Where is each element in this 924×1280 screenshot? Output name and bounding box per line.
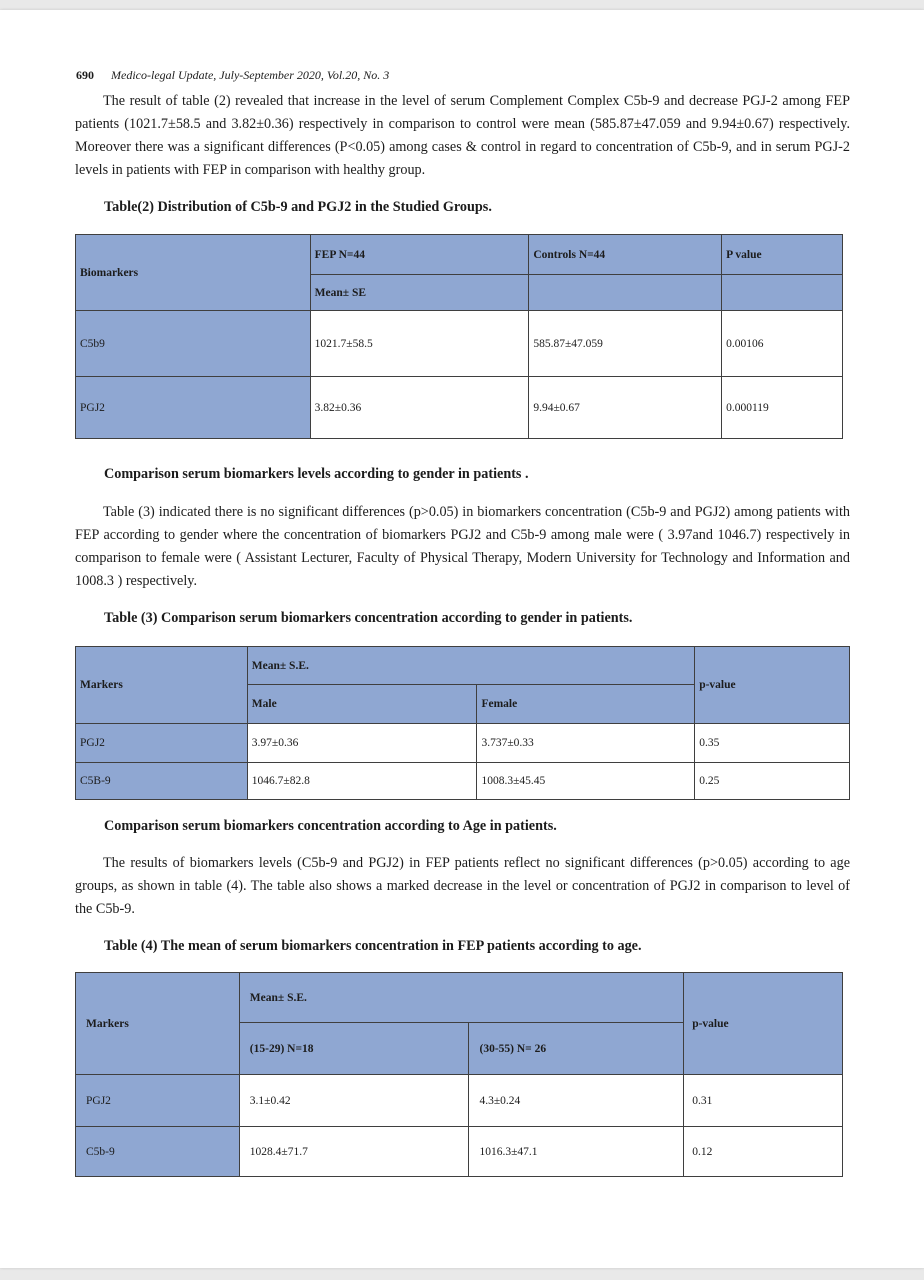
table2-caption: Table(2) Distribution of C5b-9 and PGJ2 in the Studied Groups. — [104, 199, 492, 215]
page-number: 690 — [76, 68, 94, 82]
table4-header-mean: Mean± S.E. — [239, 973, 683, 1023]
document-page — [0, 10, 924, 1268]
table-2 — [75, 234, 843, 439]
table2-cell-marker: C5b9 — [76, 311, 311, 377]
table-row — [76, 1127, 843, 1177]
table2-cell-pvalue: 0.00106 — [722, 311, 843, 377]
table-row — [76, 377, 843, 439]
table4-cell-age2: 1016.3±47.1 — [469, 1127, 684, 1177]
table4-cell-pvalue: 0.12 — [684, 1127, 843, 1177]
table2-cell-fep: 3.82±0.36 — [310, 377, 529, 439]
table-row — [76, 311, 843, 377]
paragraph-table3-results: Table (3) indicated there is no significant differences (p>0.05) in biomarkers concentration (C5b-9 and PGJ2) among patients with FEP according to gender where the concentration of biomarkers PGJ2 and C5b-9 among male were ( 3.97and 1046.7) respectively in comparison to female were ( Assistant Lecturer, Faculty of Physical Therapy, Modern University for Technology and Information and 1008.3 ) respectively. — [75, 504, 850, 589]
heading-gender-comparison: Comparison serum biomarkers levels according to gender in patients . — [104, 466, 529, 482]
table-row — [76, 1075, 843, 1127]
table3-header-female: Female — [477, 685, 695, 724]
table2-header-biomarkers: Biomarkers — [76, 235, 311, 311]
table4-cell-pvalue: 0.31 — [684, 1075, 843, 1127]
table2-cell-fep: 1021.7±58.5 — [310, 311, 529, 377]
table3-header-pvalue: p-value — [695, 647, 850, 724]
table3-cell-female: 1008.3±45.45 — [477, 763, 695, 800]
table4-header-age1: (15-29) N=18 — [239, 1023, 469, 1075]
running-header — [76, 68, 389, 83]
table2-header-pvalue: P value — [722, 235, 843, 275]
table3-cell-pvalue: 0.25 — [695, 763, 850, 800]
table4-header-age2: (30-55) N= 26 — [469, 1023, 684, 1075]
table4-cell-age1: 1028.4±71.7 — [239, 1127, 469, 1177]
table2-cell-marker: PGJ2 — [76, 377, 311, 439]
table4-caption: Table (4) The mean of serum biomarkers concentration in FEP patients according to age. — [104, 938, 642, 954]
table4-header-markers: Markers — [76, 973, 240, 1075]
paragraph-table2-results: The result of table (2) revealed that increase in the level of serum Complement Complex C5b-9 and decrease PGJ-2 among FEP patients (1021.7±58.5 and 3.82±0.36) respectively in comparison to control were mean (585.87±47.059 and 9.94±0.67) respectively. Moreover there was a significant differences (P<0.05) among cases & control in regard to concentration of C5b-9, and in serum PGJ-2 levels in patients with FEP in comparison with healthy group. — [75, 93, 850, 178]
table3-caption: Table (3) Comparison serum biomarkers concentration according to gender in patients. — [104, 610, 633, 626]
table3-header-mean: Mean± S.E. — [247, 647, 694, 685]
table2-header-controls: Controls N=44 — [529, 235, 722, 275]
table3-cell-male: 1046.7±82.8 — [247, 763, 477, 800]
table3-cell-male: 3.97±0.36 — [247, 724, 477, 763]
table3-cell-marker: C5B-9 — [76, 763, 248, 800]
table4-cell-age2: 4.3±0.24 — [469, 1075, 684, 1127]
table-4 — [75, 972, 843, 1177]
table2-subheader-mean: Mean± SE — [310, 275, 529, 311]
table4-cell-marker: PGJ2 — [76, 1075, 240, 1127]
table3-cell-pvalue: 0.35 — [695, 724, 850, 763]
journal-citation: Medico-legal Update, July-September 2020, Vol.20, No. 3 — [111, 68, 390, 82]
table2-header-fep: FEP N=44 — [310, 235, 529, 275]
table3-header-markers: Markers — [76, 647, 248, 724]
heading-age-comparison: Comparison serum biomarkers concentration according to Age in patients. — [104, 818, 557, 834]
table-row — [76, 763, 850, 800]
table2-cell-pvalue: 0.000119 — [722, 377, 843, 439]
table2-cell-controls: 9.94±0.67 — [529, 377, 722, 439]
table3-cell-marker: PGJ2 — [76, 724, 248, 763]
table-row — [76, 724, 850, 763]
table4-header-pvalue: p-value — [684, 973, 843, 1075]
table-3 — [75, 646, 850, 800]
table2-cell-controls: 585.87±47.059 — [529, 311, 722, 377]
table3-cell-female: 3.737±0.33 — [477, 724, 695, 763]
paragraph-table4-results: The results of biomarkers levels (C5b-9 and PGJ2) in FEP patients reflect no significant differences (p>0.05) according to age groups, as shown in table (4). The table also shows a marked decrease in the level or concentration of PGJ2 in comparison to level of the C5b-9. — [75, 855, 850, 917]
table3-header-male: Male — [247, 685, 477, 724]
table4-cell-marker: C5b-9 — [76, 1127, 240, 1177]
table4-cell-age1: 3.1±0.42 — [239, 1075, 469, 1127]
